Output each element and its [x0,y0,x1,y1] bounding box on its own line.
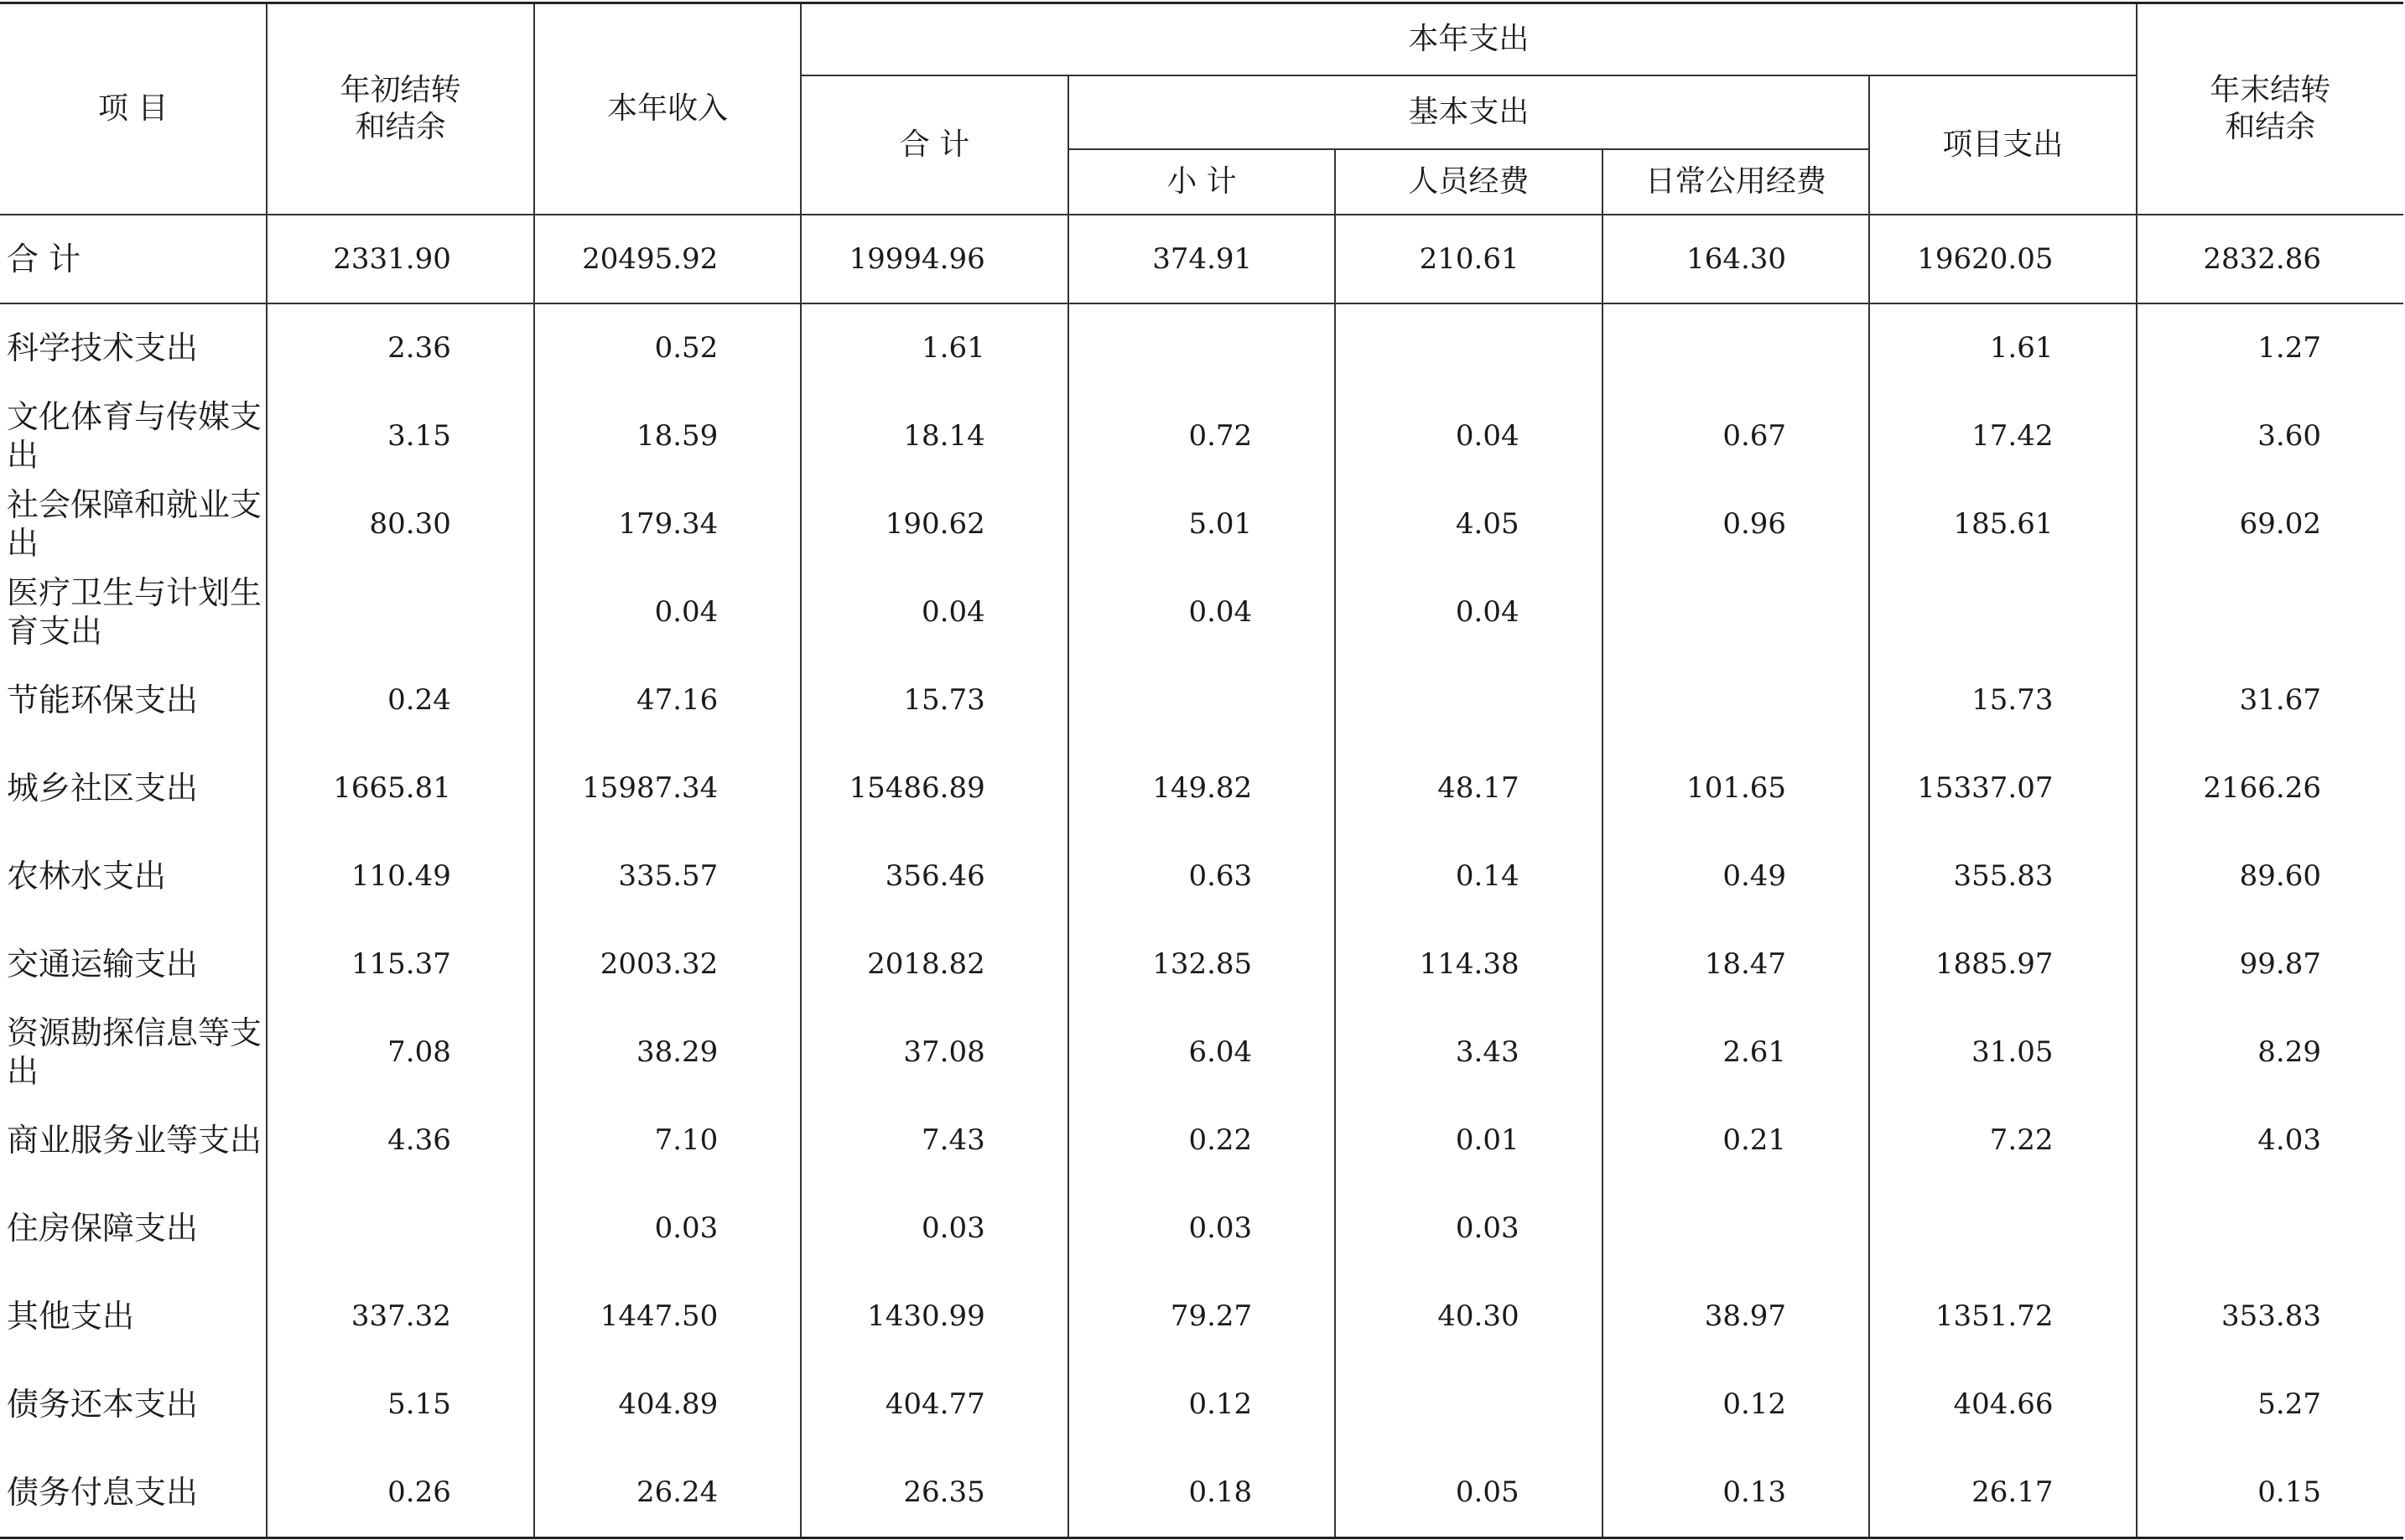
cell-project: 15.73 [1869,656,2136,744]
cell-project: 1885.97 [1869,920,2136,1009]
cell-begin: 0.24 [267,656,533,744]
table-row [0,656,2403,744]
cell-name: 文化体育与传媒支出 [0,392,267,480]
cell-personnel [1335,303,1602,392]
cell-public: 0.49 [1602,832,1869,920]
cell-name: 节能环保支出 [0,656,267,744]
cell-public [1602,1185,1869,1273]
cell-total: 0.03 [801,1185,1067,1273]
header-begin-balance-label: 年初结转和结余 [340,72,461,144]
cell-income: 2003.32 [534,920,801,1009]
cell-total: 356.46 [801,832,1067,920]
header-project: 项目支出 [1869,75,2136,215]
cell-income: 404.89 [534,1361,801,1449]
cell-end: 31.67 [2137,656,2404,744]
header-end-balance [2137,3,2404,215]
cell-subtotal: 132.85 [1068,920,1335,1009]
total-project: 19620.05 [1869,215,2136,303]
table-row [0,832,2403,920]
total-personnel: 210.61 [1335,215,1602,303]
header-expenditure: 本年支出 [801,3,2136,75]
cell-end: 3.60 [2137,392,2404,480]
cell-public [1602,656,1869,744]
cell-income: 0.52 [534,303,801,392]
cell-income: 1447.50 [534,1273,801,1361]
cell-income: 0.04 [534,568,801,656]
table-row [0,480,2403,568]
cell-public: 18.47 [1602,920,1869,1009]
cell-subtotal: 0.12 [1068,1361,1335,1449]
cell-total: 26.35 [801,1449,1067,1538]
cell-total: 1430.99 [801,1273,1067,1361]
total-income: 20495.92 [534,215,801,303]
cell-personnel: 0.05 [1335,1449,1602,1538]
cell-total: 15486.89 [801,744,1067,832]
cell-name: 城乡社区支出 [0,744,267,832]
cell-personnel [1335,656,1602,744]
total-row [0,215,2403,303]
table-row [0,1361,2403,1449]
header-income: 本年收入 [534,3,801,215]
header-basic: 基本支出 [1068,75,1869,149]
cell-subtotal [1068,656,1335,744]
cell-income: 26.24 [534,1449,801,1538]
cell-project [1869,1185,2136,1273]
cell-personnel: 114.38 [1335,920,1602,1009]
cell-end: 353.83 [2137,1273,2404,1361]
cell-income: 15987.34 [534,744,801,832]
cell-public: 0.12 [1602,1361,1869,1449]
header-begin-balance [267,3,533,215]
cell-subtotal: 0.22 [1068,1097,1335,1185]
cell-subtotal: 0.72 [1068,392,1335,480]
table-row [0,568,2403,656]
cell-project: 185.61 [1869,480,2136,568]
cell-public: 101.65 [1602,744,1869,832]
cell-total: 190.62 [801,480,1067,568]
cell-begin [267,568,533,656]
cell-personnel: 0.04 [1335,392,1602,480]
total-name: 合 计 [0,215,267,303]
cell-total: 37.08 [801,1009,1067,1097]
cell-total: 15.73 [801,656,1067,744]
cell-begin: 4.36 [267,1097,533,1185]
cell-total: 1.61 [801,303,1067,392]
cell-subtotal: 5.01 [1068,480,1335,568]
table-row [0,920,2403,1009]
cell-project: 15337.07 [1869,744,2136,832]
cell-end: 4.03 [2137,1097,2404,1185]
total-end: 2832.86 [2137,215,2404,303]
cell-name: 资源勘探信息等支出 [0,1009,267,1097]
cell-project: 17.42 [1869,392,2136,480]
cell-total: 0.04 [801,568,1067,656]
header-exp-total: 合 计 [801,75,1067,215]
cell-total: 2018.82 [801,920,1067,1009]
cell-project: 31.05 [1869,1009,2136,1097]
table-row [0,1009,2403,1097]
cell-income: 179.34 [534,480,801,568]
cell-total: 404.77 [801,1361,1067,1449]
cell-total: 7.43 [801,1097,1067,1185]
header-personnel: 人员经费 [1335,149,1602,215]
cell-project: 1.61 [1869,303,2136,392]
table-row [0,1185,2403,1273]
cell-project: 355.83 [1869,832,2136,920]
header-public: 日常公用经费 [1602,149,1869,215]
cell-income: 0.03 [534,1185,801,1273]
table-row [0,744,2403,832]
cell-end: 5.27 [2137,1361,2404,1449]
cell-name: 科学技术支出 [0,303,267,392]
cell-end: 89.60 [2137,832,2404,920]
cell-begin: 1665.81 [267,744,533,832]
cell-income: 38.29 [534,1009,801,1097]
cell-personnel: 0.01 [1335,1097,1602,1185]
cell-income: 47.16 [534,656,801,744]
cell-begin [267,1185,533,1273]
total-public: 164.30 [1602,215,1869,303]
cell-begin: 2.36 [267,303,533,392]
cell-subtotal: 6.04 [1068,1009,1335,1097]
cell-name: 医疗卫生与计划生育支出 [0,568,267,656]
cell-begin: 337.32 [267,1273,533,1361]
expenditure-table [0,2,2403,1539]
cell-subtotal: 0.18 [1068,1449,1335,1538]
table-row [0,303,2403,392]
cell-end: 2166.26 [2137,744,2404,832]
cell-begin: 5.15 [267,1361,533,1449]
cell-total: 18.14 [801,392,1067,480]
cell-public: 0.96 [1602,480,1869,568]
table-row [0,1449,2403,1538]
cell-income: 7.10 [534,1097,801,1185]
cell-begin: 0.26 [267,1449,533,1538]
cell-project: 7.22 [1869,1097,2136,1185]
cell-end [2137,1185,2404,1273]
cell-project: 1351.72 [1869,1273,2136,1361]
table-row [0,1273,2403,1361]
cell-begin: 7.08 [267,1009,533,1097]
cell-begin: 115.37 [267,920,533,1009]
cell-public: 2.61 [1602,1009,1869,1097]
cell-project: 404.66 [1869,1361,2136,1449]
cell-subtotal: 149.82 [1068,744,1335,832]
cell-end: 0.15 [2137,1449,2404,1538]
cell-public: 38.97 [1602,1273,1869,1361]
cell-name: 农林水支出 [0,832,267,920]
cell-end: 1.27 [2137,303,2404,392]
cell-personnel: 0.14 [1335,832,1602,920]
cell-personnel: 4.05 [1335,480,1602,568]
cell-name: 商业服务业等支出 [0,1097,267,1185]
cell-public: 0.21 [1602,1097,1869,1185]
header-end-balance-label: 年末结转和结余 [2210,72,2331,144]
cell-project [1869,568,2136,656]
cell-public: 0.67 [1602,392,1869,480]
table-row [0,392,2403,480]
header-subtotal: 小 计 [1068,149,1335,215]
cell-project: 26.17 [1869,1449,2136,1538]
table-body [0,215,2403,1538]
cell-begin: 80.30 [267,480,533,568]
cell-begin: 3.15 [267,392,533,480]
cell-name: 债务还本支出 [0,1361,267,1449]
cell-subtotal: 79.27 [1068,1273,1335,1361]
cell-subtotal [1068,303,1335,392]
cell-public: 0.13 [1602,1449,1869,1538]
cell-personnel: 48.17 [1335,744,1602,832]
cell-name: 社会保障和就业支出 [0,480,267,568]
cell-subtotal: 0.63 [1068,832,1335,920]
cell-subtotal: 0.03 [1068,1185,1335,1273]
cell-end: 69.02 [2137,480,2404,568]
total-total: 19994.96 [801,215,1067,303]
cell-personnel: 0.03 [1335,1185,1602,1273]
cell-personnel: 40.30 [1335,1273,1602,1361]
cell-end: 99.87 [2137,920,2404,1009]
cell-name: 住房保障支出 [0,1185,267,1273]
cell-personnel [1335,1361,1602,1449]
cell-subtotal: 0.04 [1068,568,1335,656]
cell-name: 交通运输支出 [0,920,267,1009]
table-row [0,1097,2403,1185]
cell-name: 债务付息支出 [0,1449,267,1538]
cell-personnel: 3.43 [1335,1009,1602,1097]
cell-public [1602,568,1869,656]
cell-end [2137,568,2404,656]
cell-personnel: 0.04 [1335,568,1602,656]
total-subtotal: 374.91 [1068,215,1335,303]
cell-begin: 110.49 [267,832,533,920]
cell-income: 335.57 [534,832,801,920]
cell-income: 18.59 [534,392,801,480]
total-begin: 2331.90 [267,215,533,303]
table-header [0,3,2403,215]
cell-end: 8.29 [2137,1009,2404,1097]
header-item: 项 目 [0,3,267,215]
cell-public [1602,303,1869,392]
cell-name: 其他支出 [0,1273,267,1361]
